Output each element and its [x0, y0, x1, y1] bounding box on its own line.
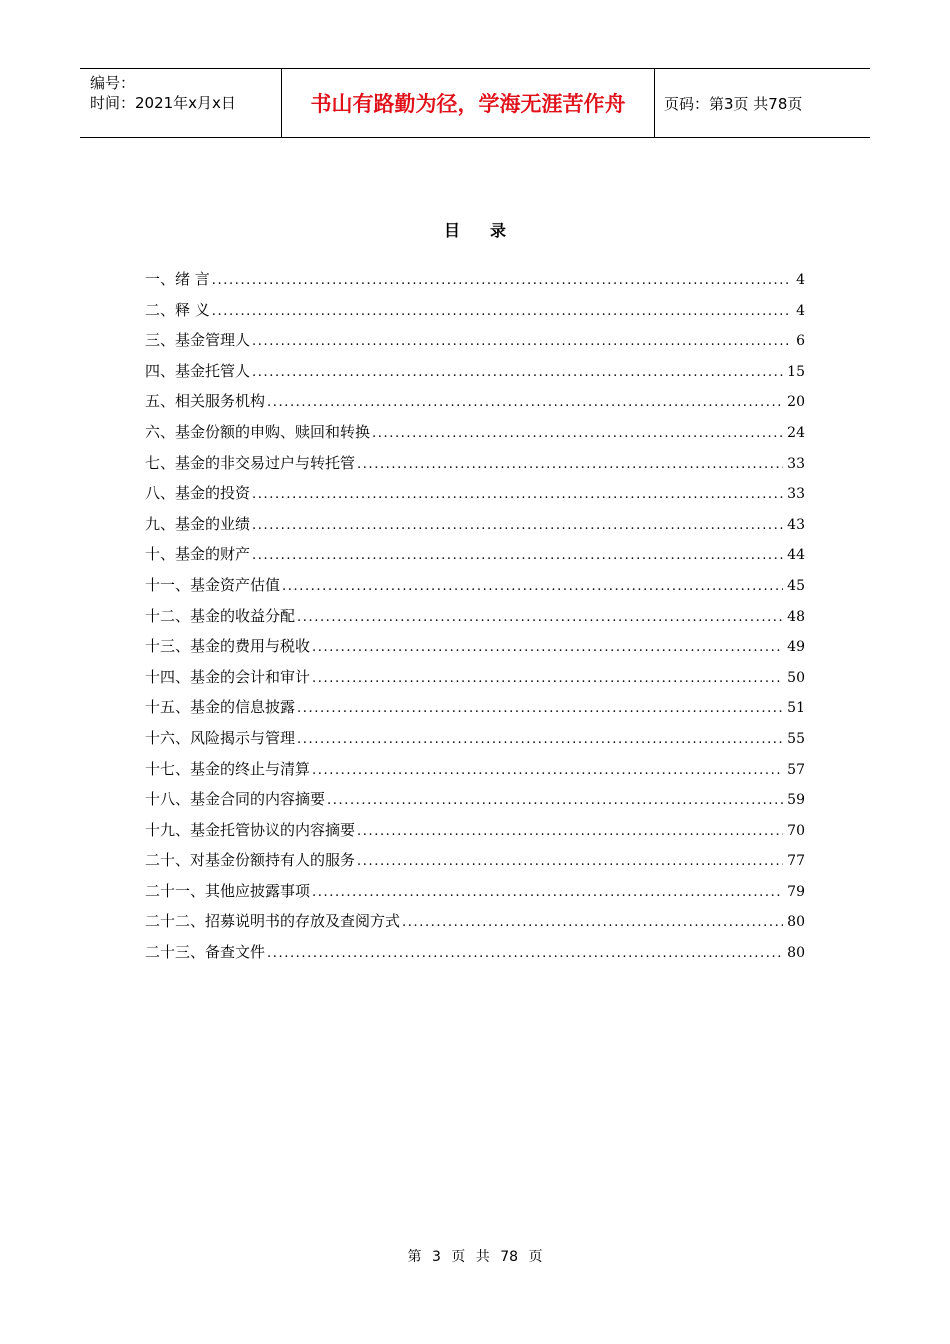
toc-entry[interactable] — [145, 880, 805, 911]
toc-entry[interactable] — [145, 941, 805, 972]
toc-entry-page: 79 — [787, 883, 805, 900]
toc-entry-label: 十四、基金的会计和审计 — [145, 667, 311, 686]
table-of-contents — [145, 268, 805, 972]
toc-entry-page: 33 — [787, 486, 805, 503]
toc-leader-dots — [282, 579, 783, 594]
toc-leader-dots — [357, 854, 783, 869]
toc-entry-label: 十五、基金的信息披露 — [145, 698, 296, 717]
toc-entry-page: 33 — [787, 455, 805, 472]
toc-entry[interactable] — [145, 329, 805, 360]
toc-leader-dots — [312, 640, 783, 655]
toc-entry-page: 59 — [787, 792, 805, 809]
toc-entry[interactable] — [145, 543, 805, 574]
toc-entry-label: 五、相关服务机构 — [145, 392, 266, 411]
header-divider — [654, 69, 655, 137]
toc-entry-page: 80 — [787, 914, 805, 931]
header-meta — [90, 73, 236, 113]
toc-leader-dots — [327, 793, 783, 808]
toc-entry-label: 二十二、招募说明书的存放及查阅方式 — [145, 912, 401, 931]
toc-entry-page: 4 — [796, 272, 805, 288]
toc-entry-page: 48 — [787, 608, 805, 625]
toc-entry-label: 一、绪 言 — [145, 270, 210, 288]
toc-entry-label: 十七、基金的终止与清算 — [145, 759, 311, 778]
toc-entry-label: 十八、基金合同的内容摘要 — [145, 790, 326, 809]
toc-entry[interactable] — [145, 452, 805, 483]
toc-entry-page: 4 — [796, 302, 805, 319]
toc-entry[interactable] — [145, 819, 805, 850]
toc-entry-page: 20 — [787, 394, 805, 411]
toc-leader-dots — [252, 548, 783, 563]
toc-entry-label: 四、基金托管人 — [145, 361, 251, 380]
page-header — [80, 68, 870, 138]
toc-leader-dots — [252, 518, 783, 533]
toc-entry-page: 43 — [787, 516, 805, 533]
toc-leader-dots — [402, 915, 783, 930]
toc-entry-label: 十六、风险揭示与管理 — [145, 728, 296, 747]
toc-entry[interactable] — [145, 849, 805, 880]
toc-entry[interactable] — [145, 758, 805, 789]
toc-entry[interactable] — [145, 574, 805, 605]
toc-entry-label: 二十一、其他应披露事项 — [145, 881, 311, 900]
toc-entry-label: 九、基金的业绩 — [145, 514, 251, 533]
toc-title: 目录 — [443, 221, 536, 240]
header-motto: 书山有路勤为径，学海无涯苦作舟 — [310, 92, 626, 116]
document-time-label: 时间：2021年x月x日 — [90, 94, 236, 112]
toc-leader-dots — [312, 671, 783, 686]
toc-entry[interactable] — [145, 360, 805, 391]
toc-entry[interactable] — [145, 605, 805, 636]
toc-leader-dots — [297, 732, 783, 747]
toc-entry-page: 51 — [787, 700, 805, 717]
toc-leader-dots — [297, 701, 783, 716]
toc-leader-dots — [252, 365, 783, 380]
toc-leader-dots — [252, 487, 783, 502]
toc-entry[interactable] — [145, 788, 805, 819]
toc-entry[interactable] — [145, 727, 805, 758]
toc-entry-label: 十九、基金托管协议的内容摘要 — [145, 820, 356, 839]
toc-entry[interactable] — [145, 390, 805, 421]
toc-entry-page: 15 — [787, 363, 805, 380]
toc-leader-dots — [212, 304, 789, 319]
toc-entry-label: 十一、基金资产估值 — [145, 575, 281, 594]
toc-leader-dots — [372, 426, 783, 441]
toc-entry[interactable] — [145, 299, 805, 330]
toc-entry-label: 二、释 义 — [145, 300, 210, 319]
toc-leader-dots — [357, 457, 783, 472]
toc-leader-dots — [312, 763, 783, 778]
toc-entry[interactable] — [145, 635, 805, 666]
toc-entry-page: 24 — [787, 424, 805, 441]
toc-entry[interactable] — [145, 268, 805, 299]
toc-entry[interactable] — [145, 666, 805, 697]
toc-leader-dots — [297, 610, 783, 625]
toc-entry-page: 44 — [787, 547, 805, 564]
toc-entry-page: 49 — [787, 639, 805, 656]
toc-entry-label: 六、基金份额的申购、赎回和转换 — [145, 422, 371, 441]
toc-entry[interactable] — [145, 696, 805, 727]
toc-entry-page: 6 — [796, 333, 805, 350]
toc-entry-label: 十二、基金的收益分配 — [145, 606, 296, 625]
toc-entry[interactable] — [145, 910, 805, 941]
toc-leader-dots — [312, 885, 783, 900]
toc-entry-label: 十、基金的财产 — [145, 545, 251, 564]
toc-entry-label: 二十、对基金份额持有人的服务 — [145, 851, 356, 870]
toc-leader-dots — [267, 395, 783, 410]
toc-leader-dots — [267, 946, 783, 961]
document-number-label: 编号： — [90, 74, 136, 92]
toc-entry-page: 80 — [787, 945, 805, 962]
toc-entry-page: 70 — [787, 822, 805, 839]
toc-entry-label: 十三、基金的费用与税收 — [145, 637, 311, 656]
toc-entry-label: 三、基金管理人 — [145, 331, 251, 350]
toc-leader-dots — [212, 273, 789, 288]
toc-entry-page: 77 — [787, 853, 805, 870]
toc-entry-page: 45 — [787, 577, 805, 594]
toc-entry[interactable] — [145, 482, 805, 513]
toc-entry-label: 二十三、备查文件 — [145, 943, 266, 962]
toc-leader-dots — [357, 824, 783, 839]
toc-entry-label: 七、基金的非交易过户与转托管 — [145, 453, 356, 472]
toc-entry-page: 50 — [787, 669, 805, 686]
toc-entry-page: 55 — [787, 730, 805, 747]
header-page-info: 页码：第3页 共78页 — [664, 94, 803, 113]
toc-entry[interactable] — [145, 513, 805, 544]
toc-entry-label: 八、基金的投资 — [145, 484, 251, 503]
page-footer: 第 3 页 共 78 页 — [407, 1249, 543, 1265]
toc-leader-dots — [252, 334, 789, 349]
toc-entry-page: 57 — [787, 761, 805, 778]
toc-entry[interactable] — [145, 421, 805, 452]
